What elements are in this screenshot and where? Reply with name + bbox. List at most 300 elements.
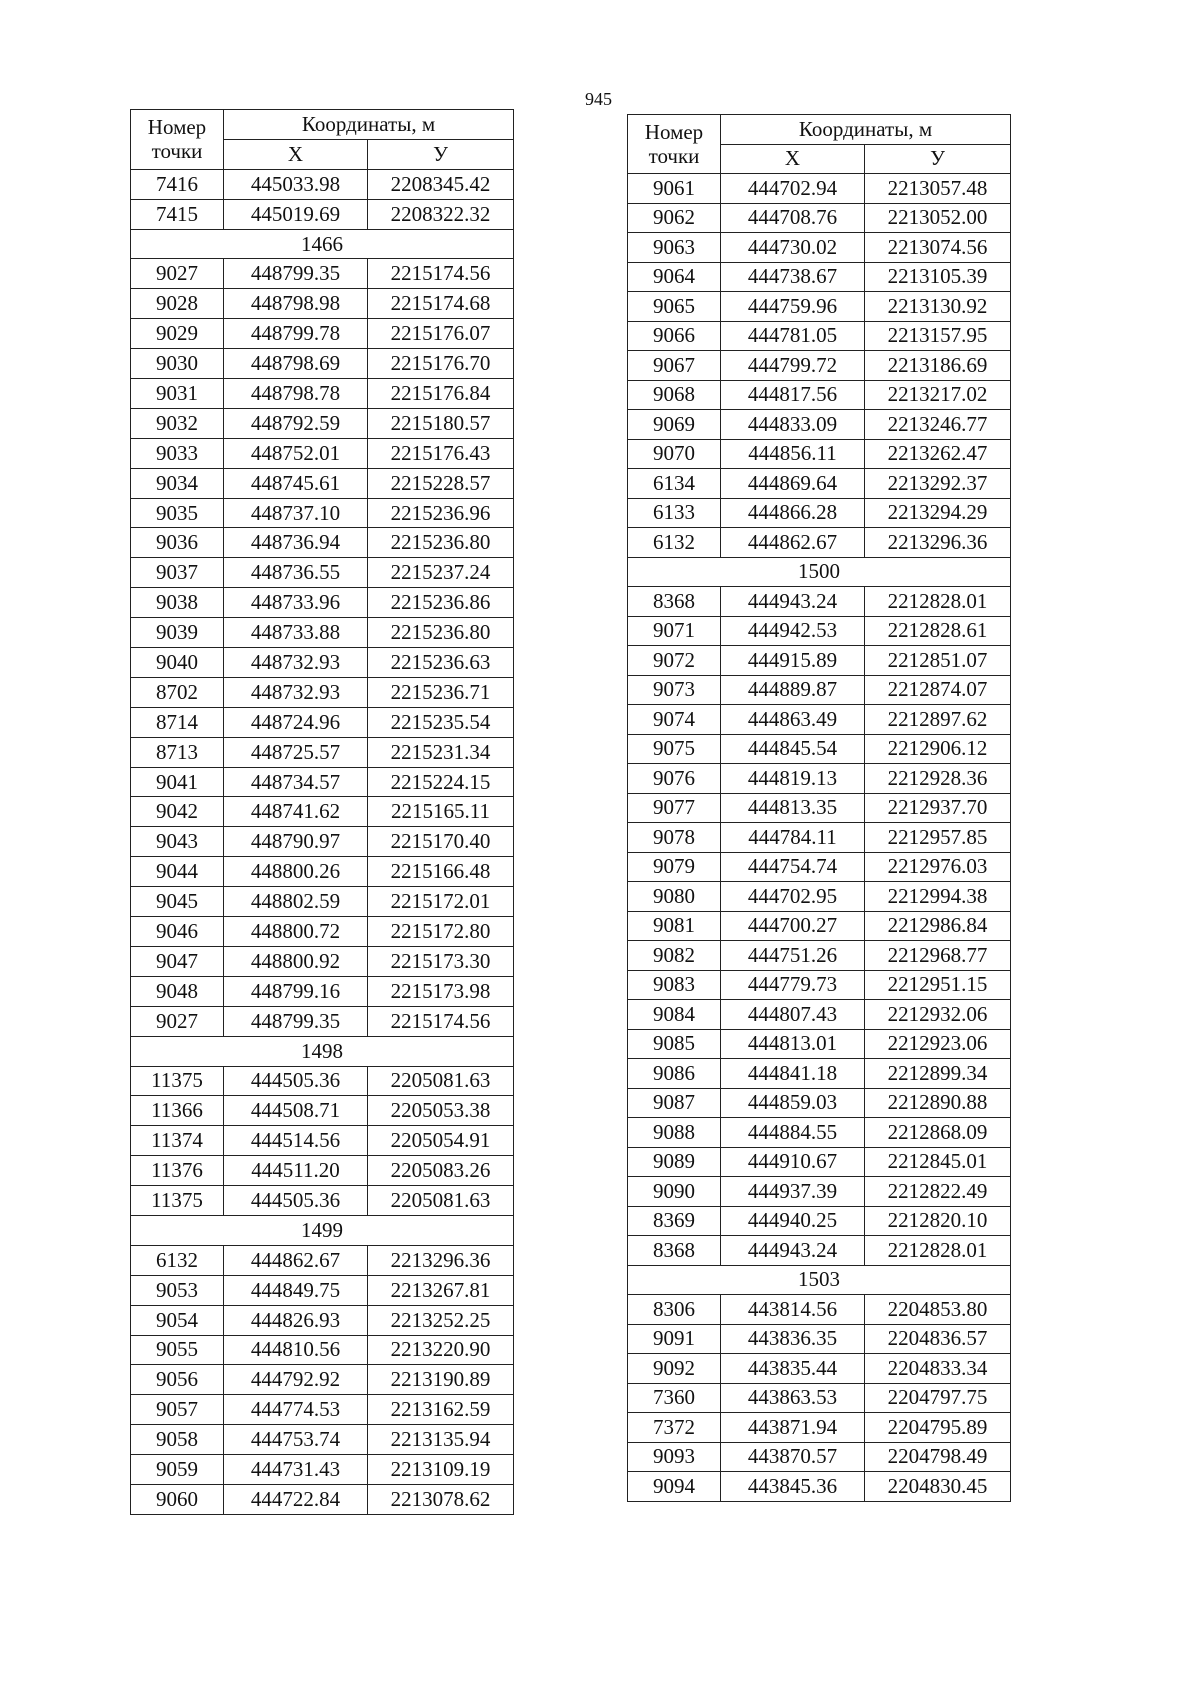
table-row [628,1413,1011,1443]
header-point-number: Номер точки [131,110,224,170]
y-coordinate-cell: 2204795.89 [865,1413,1011,1443]
x-coordinate-cell: 444781.05 [721,321,865,351]
section-row [628,557,1011,587]
point-number-cell: 9094 [628,1472,721,1502]
point-number-cell: 9028 [131,289,224,319]
table-row [131,946,514,976]
table-row [131,1275,514,1305]
x-coordinate-cell: 448792.59 [224,408,368,438]
y-coordinate-cell: 2212986.84 [865,911,1011,941]
x-coordinate-cell: 444792.92 [224,1365,368,1395]
point-number-cell: 9037 [131,558,224,588]
x-coordinate-cell: 448800.26 [224,857,368,887]
point-number-cell: 9027 [131,259,224,289]
x-coordinate-cell: 448732.93 [224,677,368,707]
point-number-cell: 9082 [628,941,721,971]
y-coordinate-cell: 2212957.85 [865,823,1011,853]
table-row [628,380,1011,410]
y-coordinate-cell: 2212932.06 [865,1000,1011,1030]
table-row [131,857,514,887]
y-coordinate-cell: 2212951.15 [865,970,1011,1000]
x-coordinate-cell: 444940.25 [721,1206,865,1236]
x-coordinate-cell: 444505.36 [224,1186,368,1216]
point-number-cell: 8369 [628,1206,721,1236]
point-number-cell: 11375 [131,1186,224,1216]
point-number-cell: 9048 [131,976,224,1006]
table-row [628,646,1011,676]
x-coordinate-cell: 444863.49 [721,705,865,735]
point-number-cell: 11375 [131,1066,224,1096]
point-number-cell: 9073 [628,675,721,705]
point-number-cell: 9055 [131,1335,224,1365]
table-row [131,1245,514,1275]
point-number-cell: 9058 [131,1425,224,1455]
table-row [131,558,514,588]
point-number-cell: 7372 [628,1413,721,1443]
x-coordinate-cell: 448798.78 [224,379,368,409]
table-row [628,764,1011,794]
table-row [628,1206,1011,1236]
table-row [628,616,1011,646]
y-coordinate-cell: 2215237.24 [368,558,514,588]
x-coordinate-cell: 444784.11 [721,823,865,853]
x-coordinate-cell: 444845.54 [721,734,865,764]
table-row [131,1126,514,1156]
y-coordinate-cell: 2212845.01 [865,1147,1011,1177]
y-coordinate-cell: 2205083.26 [368,1156,514,1186]
table-row [131,379,514,409]
x-coordinate-cell: 448725.57 [224,737,368,767]
point-number-cell: 9031 [131,379,224,409]
y-coordinate-cell: 2215231.34 [368,737,514,767]
y-coordinate-cell: 2212937.70 [865,793,1011,823]
x-coordinate-cell: 444833.09 [721,410,865,440]
table-row [131,1305,514,1335]
x-coordinate-cell: 444856.11 [721,439,865,469]
table-row [628,1295,1011,1325]
table-row [628,1383,1011,1413]
point-number-cell: 9088 [628,1118,721,1148]
x-coordinate-cell: 444943.24 [721,587,865,617]
y-coordinate-cell: 2213105.39 [865,262,1011,292]
x-coordinate-cell: 448734.57 [224,767,368,797]
header-x: X [721,144,865,174]
section-label: 1500 [628,557,1011,587]
x-coordinate-cell: 444943.24 [721,1236,865,1266]
point-number-cell: 9047 [131,946,224,976]
point-number-cell: 6134 [628,469,721,499]
y-coordinate-cell: 2208322.32 [368,199,514,229]
table-row [131,528,514,558]
y-coordinate-cell: 2213109.19 [368,1455,514,1485]
point-number-cell: 9083 [628,970,721,1000]
x-coordinate-cell: 448799.78 [224,319,368,349]
table-row [628,469,1011,499]
table-row [131,1066,514,1096]
x-coordinate-cell: 444942.53 [721,616,865,646]
table-row [628,1177,1011,1207]
point-number-cell: 9074 [628,705,721,735]
point-number-cell: 9085 [628,1029,721,1059]
point-number-cell: 6133 [628,498,721,528]
point-number-cell: 9036 [131,528,224,558]
point-number-cell: 9065 [628,292,721,322]
point-number-cell: 9076 [628,764,721,794]
x-coordinate-cell: 444731.43 [224,1455,368,1485]
table-row [131,767,514,797]
x-coordinate-cell: 444730.02 [721,233,865,263]
point-number-cell: 6132 [131,1245,224,1275]
section-row [628,1265,1011,1295]
x-coordinate-cell: 443835.44 [721,1354,865,1384]
y-coordinate-cell: 2215236.96 [368,498,514,528]
table-row [628,1147,1011,1177]
point-number-cell: 6132 [628,528,721,558]
table-row [628,1354,1011,1384]
table-row [131,1425,514,1455]
table-row [628,1059,1011,1089]
table-row [131,976,514,1006]
x-coordinate-cell: 448799.16 [224,976,368,1006]
point-number-cell: 9035 [131,498,224,528]
section-row [131,1036,514,1066]
y-coordinate-cell: 2215174.56 [368,259,514,289]
point-number-cell: 9057 [131,1395,224,1425]
table-row [628,262,1011,292]
point-number-cell: 9039 [131,618,224,648]
x-coordinate-cell: 448798.98 [224,289,368,319]
y-coordinate-cell: 2213292.37 [865,469,1011,499]
y-coordinate-cell: 2213262.47 [865,439,1011,469]
y-coordinate-cell: 2215176.84 [368,379,514,409]
point-number-cell: 9089 [628,1147,721,1177]
point-number-cell: 9063 [628,233,721,263]
table-row [131,887,514,917]
y-coordinate-cell: 2213057.48 [865,174,1011,204]
x-coordinate-cell: 444813.35 [721,793,865,823]
point-number-cell: 11376 [131,1156,224,1186]
x-coordinate-cell: 448800.72 [224,917,368,947]
x-coordinate-cell: 444884.55 [721,1118,865,1148]
point-number-cell: 9091 [628,1324,721,1354]
x-coordinate-cell: 444859.03 [721,1088,865,1118]
table-row [131,1156,514,1186]
x-coordinate-cell: 443871.94 [721,1413,865,1443]
x-coordinate-cell: 448732.93 [224,648,368,678]
x-coordinate-cell: 448733.88 [224,618,368,648]
table-row [131,917,514,947]
x-coordinate-cell: 444910.67 [721,1147,865,1177]
x-coordinate-cell: 444700.27 [721,911,865,941]
table-row [131,438,514,468]
point-number-cell: 9087 [628,1088,721,1118]
point-number-cell: 8368 [628,1236,721,1266]
point-number-cell: 9027 [131,1006,224,1036]
table-row [628,675,1011,705]
y-coordinate-cell: 2215174.56 [368,1006,514,1036]
x-coordinate-cell: 444702.94 [721,174,865,204]
point-number-cell: 9068 [628,380,721,410]
table-row [628,1088,1011,1118]
y-coordinate-cell: 2213294.29 [865,498,1011,528]
table-row [131,1484,514,1514]
table-row [628,174,1011,204]
x-coordinate-cell: 448798.69 [224,349,368,379]
y-coordinate-cell: 2212874.07 [865,675,1011,705]
point-number-cell: 9061 [628,174,721,204]
y-coordinate-cell: 2213252.25 [368,1305,514,1335]
point-number-cell: 8306 [628,1295,721,1325]
y-coordinate-cell: 2215180.57 [368,408,514,438]
point-number-cell: 9041 [131,767,224,797]
table-row [628,852,1011,882]
x-coordinate-cell: 448736.94 [224,528,368,558]
table-row [131,707,514,737]
header-y: У [865,144,1011,174]
y-coordinate-cell: 2215224.15 [368,767,514,797]
table-row [628,734,1011,764]
point-number-cell: 9042 [131,797,224,827]
y-coordinate-cell: 2215172.80 [368,917,514,947]
y-coordinate-cell: 2204833.34 [865,1354,1011,1384]
y-coordinate-cell: 2215174.68 [368,289,514,319]
point-number-cell: 9070 [628,439,721,469]
table-row [131,677,514,707]
y-coordinate-cell: 2205081.63 [368,1186,514,1216]
y-coordinate-cell: 2215236.80 [368,618,514,648]
section-row [131,229,514,259]
y-coordinate-cell: 2212828.61 [865,616,1011,646]
table-row [628,911,1011,941]
y-coordinate-cell: 2204836.57 [865,1324,1011,1354]
x-coordinate-cell: 444505.36 [224,1066,368,1096]
table-row [131,468,514,498]
x-coordinate-cell: 444508.71 [224,1096,368,1126]
point-number-cell: 9062 [628,203,721,233]
point-number-cell: 9080 [628,882,721,912]
x-coordinate-cell: 444915.89 [721,646,865,676]
y-coordinate-cell: 2215165.11 [368,797,514,827]
table-row [628,410,1011,440]
table-row [131,408,514,438]
table-row [628,587,1011,617]
header-y: У [368,139,514,169]
section-label: 1466 [131,229,514,259]
table-row [131,289,514,319]
x-coordinate-cell: 445033.98 [224,169,368,199]
x-coordinate-cell: 444826.93 [224,1305,368,1335]
point-number-cell: 9045 [131,887,224,917]
point-number-cell: 8702 [131,677,224,707]
x-coordinate-cell: 444819.13 [721,764,865,794]
point-number-cell: 9071 [628,616,721,646]
point-number-cell: 9033 [131,438,224,468]
table-row [628,882,1011,912]
header-coordinates: Координаты, м [224,110,514,140]
y-coordinate-cell: 2213296.36 [368,1245,514,1275]
y-coordinate-cell: 2208345.42 [368,169,514,199]
section-label: 1499 [131,1215,514,1245]
x-coordinate-cell: 448736.55 [224,558,368,588]
x-coordinate-cell: 444849.75 [224,1275,368,1305]
y-coordinate-cell: 2213186.69 [865,351,1011,381]
y-coordinate-cell: 2205054.91 [368,1126,514,1156]
table-row [628,1029,1011,1059]
point-number-cell: 9053 [131,1275,224,1305]
section-label: 1503 [628,1265,1011,1295]
point-number-cell: 9043 [131,827,224,857]
x-coordinate-cell: 443863.53 [721,1383,865,1413]
x-coordinate-cell: 448724.96 [224,707,368,737]
y-coordinate-cell: 2212899.34 [865,1059,1011,1089]
y-coordinate-cell: 2215235.54 [368,707,514,737]
point-number-cell: 7416 [131,169,224,199]
x-coordinate-cell: 444866.28 [721,498,865,528]
table-row [628,970,1011,1000]
table-row [628,793,1011,823]
section-row [131,1215,514,1245]
x-coordinate-cell: 443870.57 [721,1442,865,1472]
y-coordinate-cell: 2212906.12 [865,734,1011,764]
table-row [628,498,1011,528]
x-coordinate-cell: 448790.97 [224,827,368,857]
x-coordinate-cell: 448800.92 [224,946,368,976]
y-coordinate-cell: 2215236.71 [368,677,514,707]
point-number-cell: 9079 [628,852,721,882]
point-number-cell: 9044 [131,857,224,887]
y-coordinate-cell: 2213135.94 [368,1425,514,1455]
point-number-cell: 9059 [131,1455,224,1485]
point-number-cell: 9046 [131,917,224,947]
x-coordinate-cell: 444514.56 [224,1126,368,1156]
point-number-cell: 9056 [131,1365,224,1395]
y-coordinate-cell: 2212897.62 [865,705,1011,735]
y-coordinate-cell: 2204798.49 [865,1442,1011,1472]
y-coordinate-cell: 2212828.01 [865,587,1011,617]
y-coordinate-cell: 2213267.81 [368,1275,514,1305]
x-coordinate-cell: 444799.72 [721,351,865,381]
y-coordinate-cell: 2204797.75 [865,1383,1011,1413]
table-row [131,1006,514,1036]
point-number-cell: 9078 [628,823,721,853]
header-x: X [224,139,368,169]
x-coordinate-cell: 445019.69 [224,199,368,229]
y-coordinate-cell: 2215236.80 [368,528,514,558]
y-coordinate-cell: 2212851.07 [865,646,1011,676]
x-coordinate-cell: 444862.67 [721,528,865,558]
x-coordinate-cell: 448799.35 [224,259,368,289]
x-coordinate-cell: 444813.01 [721,1029,865,1059]
point-number-cell: 9081 [628,911,721,941]
table-row [131,1365,514,1395]
y-coordinate-cell: 2215176.43 [368,438,514,468]
header-coordinates: Координаты, м [721,115,1011,145]
table-row [131,827,514,857]
x-coordinate-cell: 444722.84 [224,1484,368,1514]
point-number-cell: 7360 [628,1383,721,1413]
y-coordinate-cell: 2213078.62 [368,1484,514,1514]
y-coordinate-cell: 2215173.98 [368,976,514,1006]
point-number-cell: 9077 [628,793,721,823]
x-coordinate-cell: 444841.18 [721,1059,865,1089]
point-number-cell: 11366 [131,1096,224,1126]
y-coordinate-cell: 2213217.02 [865,380,1011,410]
table-row [131,259,514,289]
point-number-cell: 9032 [131,408,224,438]
y-coordinate-cell: 2212923.06 [865,1029,1011,1059]
point-number-cell: 9029 [131,319,224,349]
x-coordinate-cell: 443845.36 [721,1472,865,1502]
y-coordinate-cell: 2212976.03 [865,852,1011,882]
header-point-number: Номер точки [628,115,721,174]
x-coordinate-cell: 448741.62 [224,797,368,827]
x-coordinate-cell: 443836.35 [721,1324,865,1354]
table-row [628,1000,1011,1030]
x-coordinate-cell: 448752.01 [224,438,368,468]
point-number-cell: 8368 [628,587,721,617]
x-coordinate-cell: 444702.95 [721,882,865,912]
table-row [628,941,1011,971]
page-number: 945 [585,89,612,109]
x-coordinate-cell: 448745.61 [224,468,368,498]
point-number-cell: 9064 [628,262,721,292]
table-row [628,233,1011,263]
table-row [131,1335,514,1365]
y-coordinate-cell: 2215228.57 [368,468,514,498]
y-coordinate-cell: 2213220.90 [368,1335,514,1365]
x-coordinate-cell: 444774.53 [224,1395,368,1425]
table-row [628,439,1011,469]
point-number-cell: 9093 [628,1442,721,1472]
section-label: 1498 [131,1036,514,1066]
x-coordinate-cell: 444862.67 [224,1245,368,1275]
point-number-cell: 9040 [131,648,224,678]
y-coordinate-cell: 2213296.36 [865,528,1011,558]
point-number-cell: 9034 [131,468,224,498]
table-row [628,321,1011,351]
y-coordinate-cell: 2215173.30 [368,946,514,976]
y-coordinate-cell: 2215170.40 [368,827,514,857]
table-row [131,319,514,349]
x-coordinate-cell: 448799.35 [224,1006,368,1036]
point-number-cell: 9069 [628,410,721,440]
table-row [628,203,1011,233]
point-number-cell: 9075 [628,734,721,764]
table-row [131,1186,514,1216]
y-coordinate-cell: 2205081.63 [368,1066,514,1096]
point-number-cell: 9067 [628,351,721,381]
y-coordinate-cell: 2215236.63 [368,648,514,678]
table-row [131,588,514,618]
x-coordinate-cell: 444889.87 [721,675,865,705]
table-row [131,1096,514,1126]
y-coordinate-cell: 2215236.86 [368,588,514,618]
table-row [628,1118,1011,1148]
x-coordinate-cell: 444937.39 [721,1177,865,1207]
table-row [628,1472,1011,1502]
x-coordinate-cell: 444779.73 [721,970,865,1000]
point-number-cell: 9038 [131,588,224,618]
point-number-cell: 9066 [628,321,721,351]
y-coordinate-cell: 2212890.88 [865,1088,1011,1118]
table-row [628,1324,1011,1354]
y-coordinate-cell: 2204830.45 [865,1472,1011,1502]
point-number-cell: 11374 [131,1126,224,1156]
point-number-cell: 7415 [131,199,224,229]
y-coordinate-cell: 2205053.38 [368,1096,514,1126]
y-coordinate-cell: 2212820.10 [865,1206,1011,1236]
table-row [131,199,514,229]
